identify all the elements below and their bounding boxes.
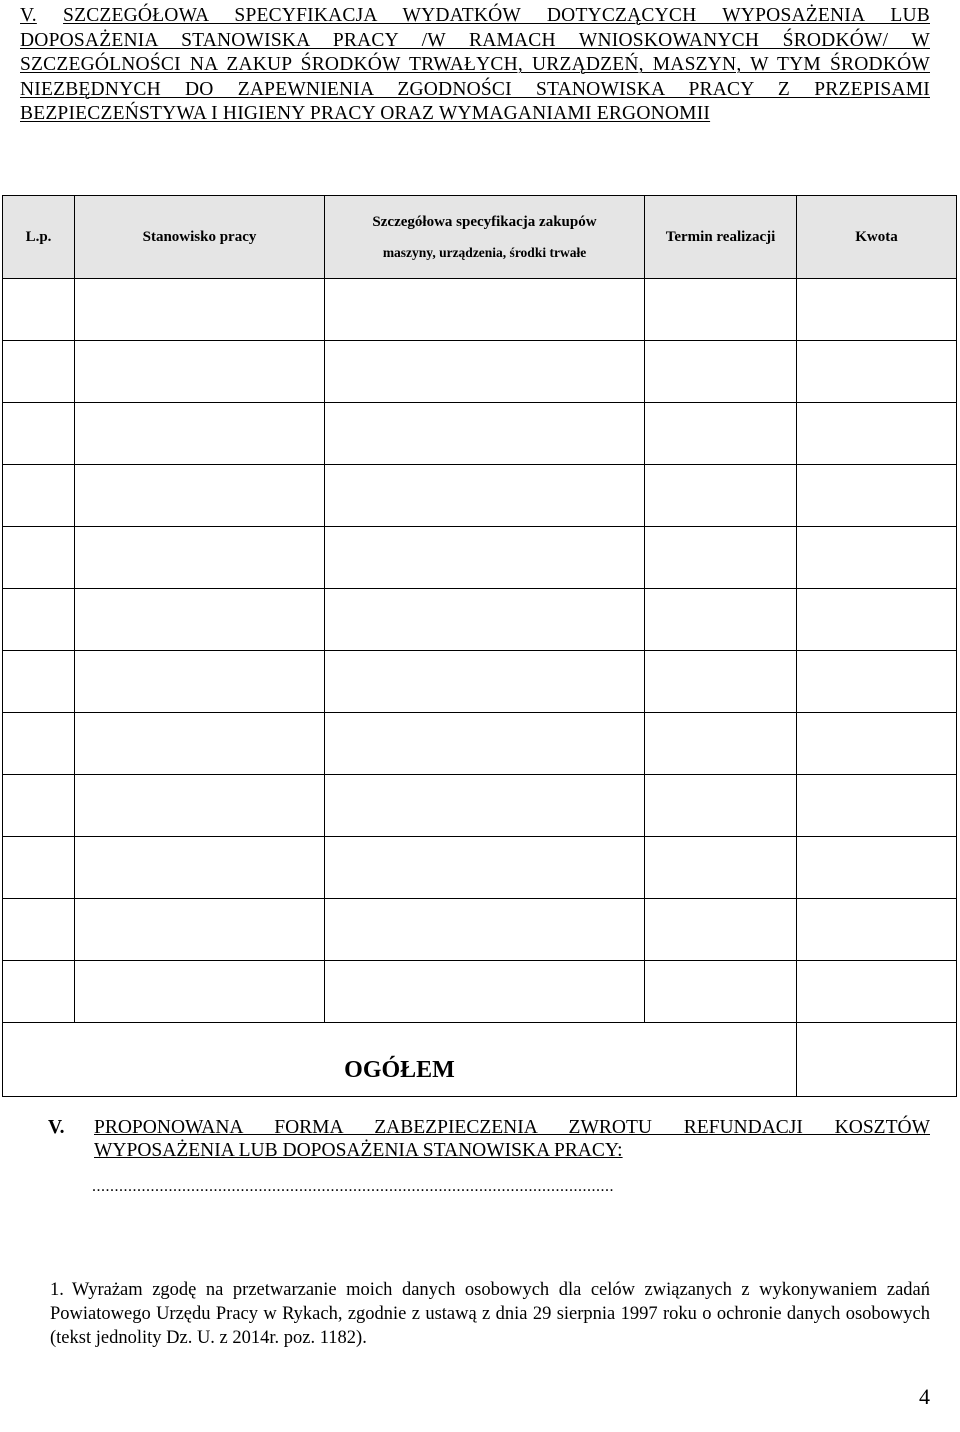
cell-specyfikacja[interactable]: [325, 589, 645, 651]
cell-stanowisko[interactable]: [75, 403, 325, 465]
cell-termin[interactable]: [645, 775, 797, 837]
table-row: [3, 527, 957, 589]
header-specyfikacja: [325, 196, 645, 279]
table-row: [3, 651, 957, 713]
specification-table: [2, 195, 957, 1097]
cell-specyfikacja[interactable]: [325, 341, 645, 403]
cell-kwota[interactable]: [797, 713, 957, 775]
cell-termin[interactable]: [645, 403, 797, 465]
cell-lp[interactable]: [3, 527, 75, 589]
cell-lp[interactable]: [3, 651, 75, 713]
cell-specyfikacja[interactable]: [325, 961, 645, 1023]
cell-kwota[interactable]: [797, 403, 957, 465]
table-header-row: [3, 196, 957, 279]
header-kwota: Kwota: [797, 196, 957, 279]
cell-lp[interactable]: [3, 775, 75, 837]
cell-termin[interactable]: [645, 279, 797, 341]
cell-lp[interactable]: [3, 713, 75, 775]
cell-kwota[interactable]: [797, 775, 957, 837]
section-5-title: PROPONOWANA FORMA ZABEZPIECZENIA ZWROTU REFUNDACJI KOSZTÓW WYPOSAŻENIA LUB DOPOSAŻENIA STANOWISKA PRACY:: [94, 1117, 930, 1161]
consent-number: 1.: [50, 1280, 64, 1300]
table-row: [3, 837, 957, 899]
consent-text: Wyrażam zgodę na przetwarzanie moich danych osobowych dla celów związanych z wykonywaniem zadań Powiatowego Urzędu Pracy w Rykach, zgodnie z ustawą z dnia 29 sierpnia 1997 roku o ochronie danych osobowych (tekst jednolity Dz. U. z 2014r. poz. 1182).: [50, 1280, 930, 1348]
table-row: [3, 589, 957, 651]
cell-stanowisko[interactable]: [75, 589, 325, 651]
table-row: [3, 465, 957, 527]
section-5-answer-line[interactable]: ....................................................................................................................: [92, 1178, 614, 1195]
header-lp: L.p.: [3, 196, 75, 279]
section-heading: [20, 4, 930, 127]
cell-stanowisko[interactable]: [75, 527, 325, 589]
cell-termin[interactable]: [645, 465, 797, 527]
cell-lp[interactable]: [3, 899, 75, 961]
cell-specyfikacja[interactable]: [325, 651, 645, 713]
total-amount-cell[interactable]: [797, 1023, 957, 1097]
cell-termin[interactable]: [645, 527, 797, 589]
table-row: [3, 713, 957, 775]
cell-kwota[interactable]: [797, 341, 957, 403]
section-number: V.: [20, 5, 37, 26]
cell-stanowisko[interactable]: [75, 713, 325, 775]
table-row: [3, 279, 957, 341]
cell-specyfikacja[interactable]: [325, 837, 645, 899]
header-spec-main: Szczegółowa specyfikacja zakupów: [372, 213, 597, 230]
cell-termin[interactable]: [645, 961, 797, 1023]
cell-lp[interactable]: [3, 961, 75, 1023]
page-number: 4: [919, 1384, 930, 1409]
cell-kwota[interactable]: [797, 589, 957, 651]
cell-lp[interactable]: [3, 589, 75, 651]
cell-stanowisko[interactable]: [75, 775, 325, 837]
total-label: OGÓŁEM: [3, 1023, 797, 1097]
cell-termin[interactable]: [645, 589, 797, 651]
cell-termin[interactable]: [645, 651, 797, 713]
cell-kwota[interactable]: [797, 837, 957, 899]
cell-specyfikacja[interactable]: [325, 899, 645, 961]
cell-specyfikacja[interactable]: [325, 713, 645, 775]
cell-stanowisko[interactable]: [75, 279, 325, 341]
cell-specyfikacja[interactable]: [325, 775, 645, 837]
cell-kwota[interactable]: [797, 465, 957, 527]
cell-lp[interactable]: [3, 837, 75, 899]
cell-kwota[interactable]: [797, 527, 957, 589]
cell-kwota[interactable]: [797, 651, 957, 713]
cell-specyfikacja[interactable]: [325, 279, 645, 341]
header-stanowisko: Stanowisko pracy: [75, 196, 325, 279]
consent-clause: [50, 1278, 930, 1350]
cell-stanowisko[interactable]: [75, 961, 325, 1023]
table-row: [3, 341, 957, 403]
table-row: [3, 961, 957, 1023]
cell-stanowisko[interactable]: [75, 899, 325, 961]
cell-termin[interactable]: [645, 837, 797, 899]
cell-kwota[interactable]: [797, 899, 957, 961]
cell-stanowisko[interactable]: [75, 341, 325, 403]
cell-termin[interactable]: [645, 713, 797, 775]
cell-specyfikacja[interactable]: [325, 465, 645, 527]
cell-lp[interactable]: [3, 465, 75, 527]
table-row: [3, 899, 957, 961]
section-title: SZCZEGÓŁOWA SPECYFIKACJA WYDATKÓW DOTYCZĄCYCH WYPOSAŻENIA LUB DOPOSAŻENIA STANOWISKA PRACY /W RAMACH WNIOSKOWANYCH ŚRODKÓW/ W SZCZEGÓLNOŚCI NA ZAKUP ŚRODKÓW TRWAŁYCH, URZĄDZEŃ, MASZYN, W TYM ŚRODKÓW NIEZBĘDNYCH DO ZAPEWNIENIA ZGODNOŚCI STANOWISKA PRACY Z PRZEPISAMI BEZPIECZEŃSTYWA I HIGIENY PRACY ORAZ WYMAGANIAMI ERGONOMII: [20, 5, 930, 124]
table-row: [3, 775, 957, 837]
total-row: [3, 1023, 957, 1097]
cell-specyfikacja[interactable]: [325, 527, 645, 589]
cell-termin[interactable]: [645, 899, 797, 961]
cell-specyfikacja[interactable]: [325, 403, 645, 465]
header-spec-sub: maszyny, urządzenia, środki trwałe: [382, 244, 587, 260]
header-termin: Termin realizacji: [645, 196, 797, 279]
section-5-number: V.: [48, 1117, 65, 1138]
cell-kwota[interactable]: [797, 279, 957, 341]
table-row: [3, 403, 957, 465]
cell-stanowisko[interactable]: [75, 465, 325, 527]
cell-stanowisko[interactable]: [75, 651, 325, 713]
cell-lp[interactable]: [3, 403, 75, 465]
cell-termin[interactable]: [645, 341, 797, 403]
cell-stanowisko[interactable]: [75, 837, 325, 899]
cell-lp[interactable]: [3, 279, 75, 341]
cell-lp[interactable]: [3, 341, 75, 403]
cell-kwota[interactable]: [797, 961, 957, 1023]
